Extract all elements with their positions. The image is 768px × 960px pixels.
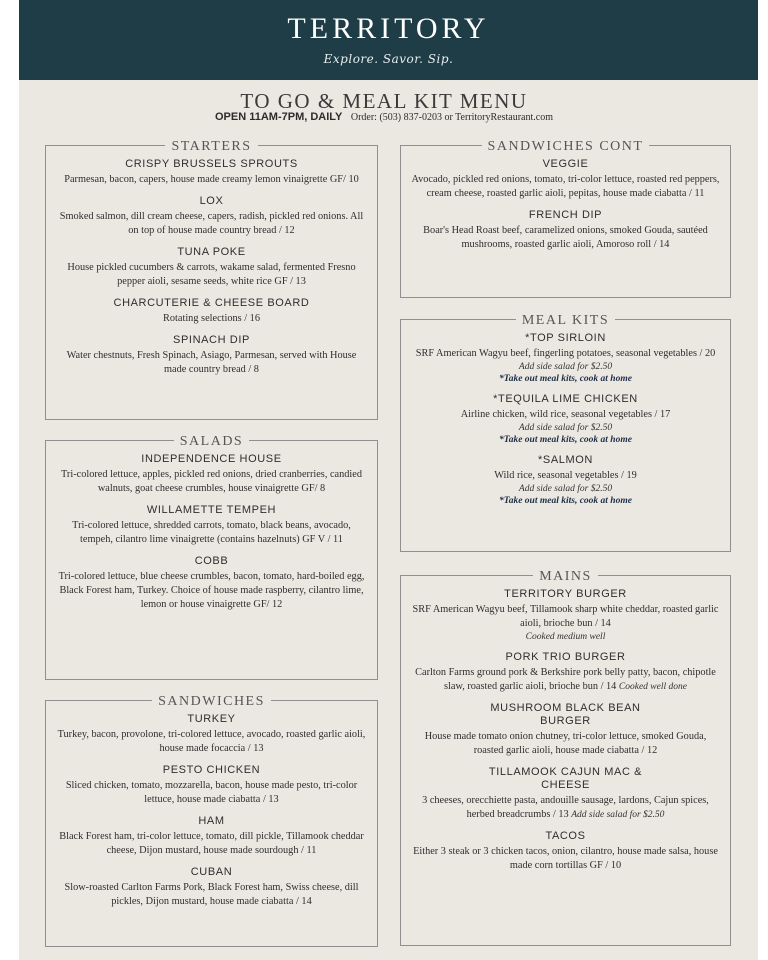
item-name: TACOS [545,830,586,842]
item-description: Tri-colored lettuce, shredded carrots, tomato, black beans, avocado, tempeh, cilantro lime vinaigrette (contains hazelnuts) GF V / 11 [72,520,351,545]
item-name: *TOP SIRLOIN [525,332,606,344]
section-sandwiches-cont [400,139,731,298]
section-meal-kits [400,313,731,552]
menu-item [411,393,720,446]
item-name: TURKEY [187,713,236,725]
side-salad-note: Add side salad for $2.50 [518,423,613,433]
item-description: Slow-roasted Carlton Farms Pork, Black Forest ham, Swiss cheese, dill pickles, Dijon mustard, house made ciabatta / 14 [64,882,359,907]
item-name: COBB [194,555,229,567]
menu-item [56,555,367,612]
section-mains [400,569,731,946]
menu-item [56,815,367,858]
menu-item [56,195,367,238]
header-banner [19,0,758,80]
menu-item [56,334,367,377]
item-description: Black Forest ham, tri-color lettuce, tomato, dill pickle, Tillamook cheddar cheese, Dijon mustard, house made sourdough / 11 [59,831,364,856]
menu-item [56,453,367,496]
item-name: LOX [199,195,224,207]
section-title-sandwiches-cont: SANDWICHES CONT [482,139,650,154]
menu-item [411,766,720,822]
menu-item [411,651,720,694]
hours-line [0,111,768,123]
meal-kit-note: *Take out meal kits, cook at home [499,435,632,445]
item-name: TUNA POKE [177,246,246,258]
menu-item [56,158,367,187]
item-name: FRENCH DIP [528,209,603,221]
cooking-note: Cooked well done [618,682,687,692]
menu-item [411,702,720,758]
menu-item [411,454,720,507]
menu-item [411,588,720,643]
item-description: Sliced chicken, tomato, mozzarella, bacon, house made pesto, tri-color lettuce, house made ciabatta / 13 [65,780,358,805]
item-name: SPINACH DIP [173,334,250,346]
section-sandwiches [45,694,378,947]
item-description [411,666,720,694]
section-title-sandwiches: SANDWICHES [152,694,271,709]
menu-item [56,713,367,756]
item-description: Parmesan, bacon, capers, house made creamy lemon vinaigrette GF/ 10 [64,174,359,185]
item-description-text: Carlton Farms ground pork & Berkshire pork belly patty, bacon, chipotle slaw, roasted garlic aioli, brioche bun / 14 [415,667,716,692]
hours-text: OPEN 11AM-7PM, DAILY [215,111,343,123]
item-description: Airline chicken, wild rice, seasonal vegetables / 17 [460,409,671,420]
item-name: CRISPY BRUSSELS SPROUTS [125,158,298,170]
order-info: Order: (503) 837-0203 or TerritoryRestaurant.com [350,112,553,123]
item-description: Smoked salmon, dill cream cheese, capers, radish, pickled red onions. All on top of house made country bread / 12 [59,211,364,236]
item-description: Wild rice, seasonal vegetables / 19 [494,470,637,481]
item-name: MUSHROOM BLACK BEAN BURGER [490,702,641,727]
menu-item [56,764,367,807]
section-starters [45,139,378,420]
section-title-salads: SALADS [174,434,249,449]
menu-item [411,158,720,201]
side-salad-note: Add side salad for $2.50 [571,810,665,820]
menu-item [56,504,367,547]
item-name: INDEPENDENCE HOUSE [141,453,282,465]
item-description: Either 3 steak or 3 chicken tacos, onion, cilantro, house made salsa, house made corn tortillas GF / 10 [413,846,718,871]
item-description: Rotating selections / 16 [163,313,260,324]
item-description: SRF American Wagyu beef, fingerling potatoes, seasonal vegetables / 20 [415,348,716,359]
menu-item [56,246,367,289]
menu-item [411,830,720,873]
item-name: TERRITORY BURGER [504,588,627,600]
menu-item [56,866,367,909]
item-name: *SALMON [538,454,593,466]
item-description: House pickled cucumbers & carrots, wakame salad, fermented Fresno pepper aioli, sesame seeds, white rice GF / 13 [67,262,356,287]
item-description: Avocado, pickled red onions, tomato, tri-color lettuce, roasted red peppers, cream cheese, roasted garlic aioli, pepitas, house made ciabatta / 11 [411,174,720,199]
side-salad-note: Add side salad for $2.50 [518,484,613,494]
side-salad-note: Add side salad for $2.50 [518,362,613,372]
item-description: Boar's Head Roast beef, caramelized onions, smoked Gouda, sautéed mushrooms, roasted garlic aioli, Amoroso roll / 14 [423,225,708,250]
brand-tagline: Explore. Savor. Sip. [323,52,454,66]
item-description: Turkey, bacon, provolone, tri-colored lettuce, avocado, roasted garlic aioli, house made focaccia / 13 [57,729,366,754]
brand-logo: TERRITORY [287,12,490,45]
section-salads [45,434,378,680]
section-title-starters: STARTERS [165,139,257,154]
meal-kit-note: *Take out meal kits, cook at home [499,374,632,384]
item-name: *TEQUILA LIME CHICKEN [493,393,638,405]
item-name: HAM [198,815,225,827]
menu-item [411,332,720,385]
meal-kit-note: *Take out meal kits, cook at home [499,496,632,506]
item-description [411,794,720,822]
item-name: PORK TRIO BURGER [505,651,626,663]
menu-item [411,209,720,252]
item-name: CHARCUTERIE & CHEESE BOARD [113,297,310,309]
item-description-text: 3 cheeses, orecchiette pasta, andouille sausage, lardons, Cajun spices, herbed breadcrumbs / 13 [422,795,709,820]
item-name: PESTO CHICKEN [162,764,261,776]
section-title-meal-kits: MEAL KITS [516,313,615,328]
item-description: Tri-colored lettuce, apples, pickled red onions, dried cranberries, candied walnuts, goat cheese crumbles, house vinaigrette GF/ 8 [61,469,362,494]
item-description: House made tomato onion chutney, tri-color lettuce, smoked Gouda, roasted garlic aioli, house made ciabatta / 12 [424,731,707,756]
item-description: SRF American Wagyu beef, Tillamook sharp white cheddar, roasted garlic aioli, brioche bun / 14 [412,604,719,629]
item-name: WILLAMETTE TEMPEH [146,504,277,516]
cooking-note: Cooked medium well [525,632,606,642]
menu-title: TO GO & MEAL KIT MENU [240,89,528,113]
item-name: CUBAN [190,866,233,878]
item-description: Water chestnuts, Fresh Spinach, Asiago, Parmesan, served with House made country bread / 8 [66,350,357,375]
menu-item [56,297,367,326]
item-name: VEGGIE [542,158,589,170]
item-name: TILLAMOOK CAJUN MAC & CHEESE [488,766,643,791]
section-title-mains: MAINS [533,569,598,584]
item-description: Tri-colored lettuce, blue cheese crumbles, bacon, tomato, hard-boiled egg, Black Forest ham, Turkey. Choice of house made raspberry, cilantro lime, lemon or house vinaigrette GF/ 12 [58,571,365,610]
